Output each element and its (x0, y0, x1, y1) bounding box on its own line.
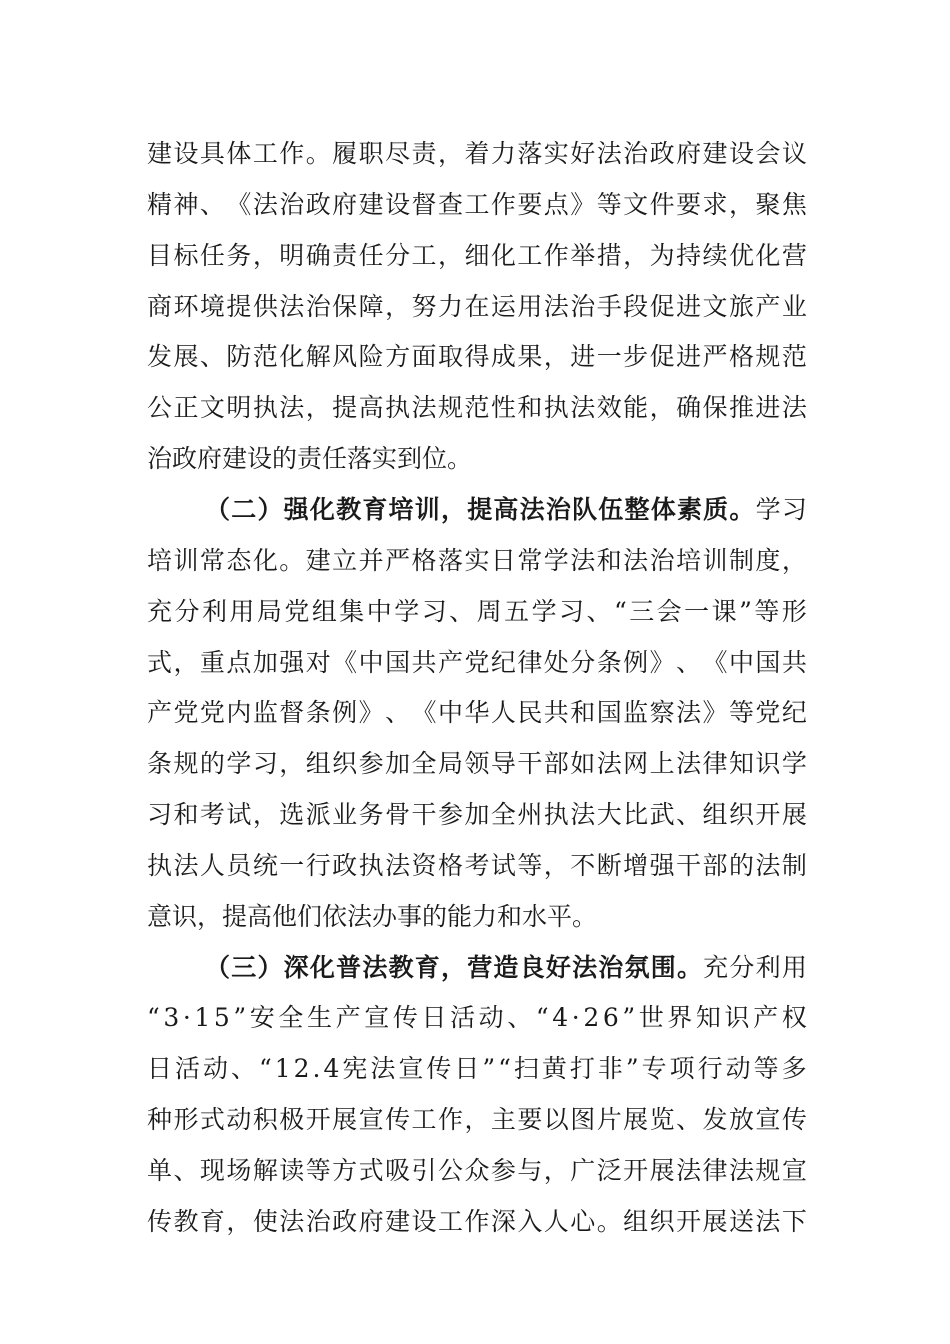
text-line: 商 环 境 提 供 法 治 保 障 ， 努 力 在 运 用 法 治 手 段 促 进 文 旅 产 业 (147, 291, 807, 321)
text-line: 精 神 、 《 法 治 政 府 建 设 督 查 工 作 要 点 》 等 文 件 要 求 ， 聚 焦 (147, 189, 807, 219)
text-segment: 治政府建设的责任落实到位。 (147, 444, 473, 474)
text-line: 充 分 利 用 局 党 组 集 中 学 习 、 周 五 学 习 、 “ 三 会 一 课 ” 等 形 (147, 596, 807, 626)
text-line: 条 规 的 学 习 ， 组 织 参 加 全 局 领 导 干 部 如 法 网 上 法 律 知 识 学 (147, 749, 807, 779)
text-line (147, 441, 472, 477)
text-line: （ 三 ） 深 化 普 法 教 育 ， 营 造 良 好 法 治 氛 围 。 充 分 利 用 (205, 952, 807, 982)
text-line: “ 3 · 1 5 ” 安 全 生 产 宣 传 日 活 动 、 “ 4 · 2 6 ” 世 界 知 识 产 权 (147, 1003, 807, 1033)
text-line: 产 党 党 内 监 督 条 例 》 、 《 中 华 人 民 共 和 国 监 察 法 》 等 党 纪 (147, 698, 807, 728)
text-line: 目 标 任 务 ， 明 确 责 任 分 工 ， 细 化 工 作 举 措 ， 为 持 续 优 化 营 (147, 240, 807, 270)
text-line: 培 训 常 态 化 。 建 立 并 严 格 落 实 日 常 学 法 和 法 治 培 训 制 度 ， (147, 545, 807, 575)
text-line: 单 、 现 场 解 读 等 方 式 吸 引 公 众 参 与 ， 广 泛 开 展 法 律 法 规 宣 (147, 1156, 807, 1185)
text-line: 公 正 文 明 执 法 ， 提 高 执 法 规 范 性 和 执 法 效 能 ， 确 保 推 进 法 (147, 393, 807, 423)
text-line: 执 法 人 员 统 一 行 政 执 法 资 格 考 试 等 ， 不 断 增 强 干 部 的 法 制 (147, 850, 807, 880)
text-line: 传 教 育 ， 使 法 治 政 府 建 设 工 作 深 入 人 心 。 组 织 开 展 送 法 下 (147, 1206, 807, 1236)
text-line: 种 形 式 动 积 极 开 展 宣 传 工 作 ， 主 要 以 图 片 展 览 、 发 放 宣 传 (147, 1105, 807, 1135)
text-line (147, 899, 597, 935)
text-line: 发 展 、 防 范 化 解 风 险 方 面 取 得 成 果 ， 进 一 步 促 进 严 格 规 范 (147, 342, 807, 372)
text-line: 建 设 具 体 工 作 。 履 职 尽 责 ， 着 力 落 实 好 法 治 政 府 建 设 会 议 (147, 139, 807, 168)
text-line: 日 活 动 、 “ 1 2 . 4 宪 法 宣 传 日 ” “ 扫 黄 打 非 ” 专 项 行 动 等 多 (147, 1054, 807, 1084)
text-line: 式 ， 重 点 加 强 对 《 中 国 共 产 党 纪 律 处 分 条 例 》 、 《 中 国 共 (147, 647, 807, 677)
text-segment: 意识，提高他们依法办事的能力和水平。 (147, 901, 598, 931)
text-line: （ 二 ） 强 化 教 育 培 训 ， 提 高 法 治 队 伍 整 体 素 质 。 学 习 (205, 494, 807, 524)
text-line: 习 和 考 试 ， 选 派 业 务 骨 干 参 加 全 州 执 法 大 比 武 、 组 织 开 展 (147, 800, 807, 830)
